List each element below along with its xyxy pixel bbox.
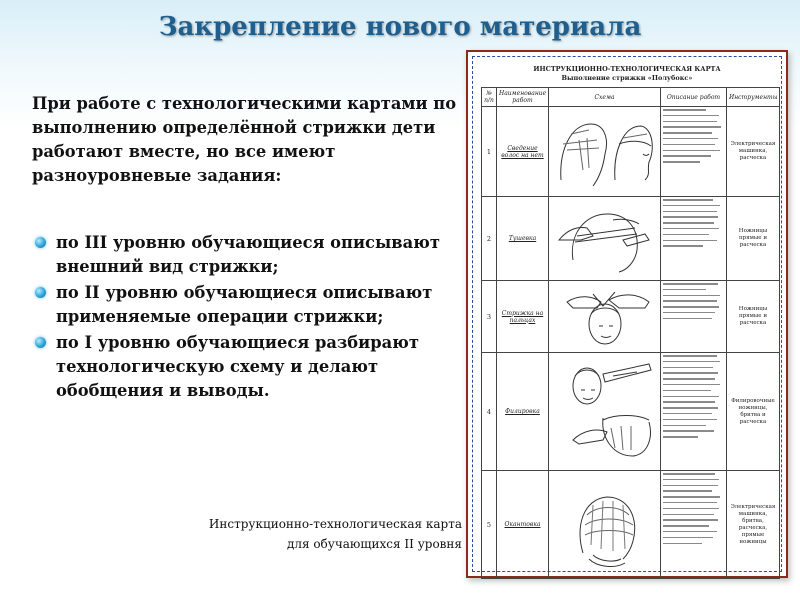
header-scheme: Схема [549, 88, 661, 107]
caption-line-1: Инструкционно-технологическая карта [208, 517, 462, 531]
row-operation: Окантовка [497, 471, 549, 579]
table-row [482, 471, 780, 579]
row-description [661, 353, 727, 471]
row-description [661, 281, 727, 353]
head-profile-sketch-icon [553, 110, 657, 194]
table-row [482, 107, 780, 197]
row-tools: Филировочные ножницы, бритва и расческа [727, 353, 780, 471]
row-operation: Тушевка [497, 197, 549, 281]
description-text-lines [663, 473, 724, 544]
row-description [661, 107, 727, 197]
row-number: 4 [482, 353, 497, 471]
table-header-row [482, 88, 780, 107]
bullet-dot-icon [35, 337, 46, 348]
description-text-lines [663, 109, 724, 163]
bullet-level-3-text: по III уровню обучающиеся описывают внешний вид стрижки; [56, 233, 440, 276]
table-row [482, 353, 780, 471]
tech-card-subtitle: Выполнение стрижки «Полубокс» [561, 74, 693, 82]
row-number: 1 [482, 107, 497, 197]
tushevka-sketch-icon [553, 200, 657, 278]
image-caption [140, 514, 462, 554]
bullet-level-2-text: по II уровню обучающиеся описывают применяемые операции стрижки; [56, 283, 433, 326]
tech-card-heading [473, 65, 781, 83]
header-operation: Наименование работ [497, 88, 549, 107]
bullet-level-1-text: по I уровню обучающиеся разбирают технологическую схему и делают обобщения и выводы. [56, 333, 419, 400]
description-text-lines [663, 355, 724, 438]
bullet-level-3 [32, 231, 472, 279]
row-tools: Электрическая машинка, расческа [727, 107, 780, 197]
header-num: № п/п [482, 88, 497, 107]
tech-card-image [466, 50, 788, 578]
bullet-dot-icon [35, 287, 46, 298]
row-scheme [549, 471, 661, 579]
row-operation: Стрижка на пальцах [497, 281, 549, 353]
bullet-level-1 [32, 331, 472, 403]
row-scheme [549, 107, 661, 197]
tech-card-frame [472, 56, 782, 572]
caption-line-2: для обучающихся II уровня [286, 537, 462, 551]
description-text-lines [663, 199, 724, 247]
row-scheme [549, 281, 661, 353]
table-row [482, 281, 780, 353]
header-description: Описание работ [661, 88, 727, 107]
row-tools: Ножницы прямые и расческа [727, 197, 780, 281]
row-number: 2 [482, 197, 497, 281]
tech-card-title: ИНСТРУКЦИОННО-ТЕХНОЛОГИЧЕСКАЯ КАРТА [533, 65, 721, 73]
row-scheme [549, 353, 661, 471]
task-level-list [32, 231, 472, 405]
finger-cut-sketch-icon [553, 284, 657, 350]
bullet-level-2 [32, 281, 472, 329]
row-operation: Сведение волос на нет [497, 107, 549, 197]
thinning-sketch-icon [553, 356, 657, 468]
row-description [661, 471, 727, 579]
row-number: 5 [482, 471, 497, 579]
table-row [482, 197, 780, 281]
tech-card-table [481, 87, 780, 579]
row-operation: Филировка [497, 353, 549, 471]
row-number: 3 [482, 281, 497, 353]
intro-paragraph: При работе с технологическими картами по выполнению определённой стрижки дети работают вместе, но все имеют разноуровневые задания: [32, 94, 457, 185]
bullet-dot-icon [35, 237, 46, 248]
description-text-lines [663, 283, 724, 319]
row-description [661, 197, 727, 281]
edging-sketch-icon [553, 475, 657, 575]
row-tools: Ножницы прямые и расческа [727, 281, 780, 353]
slide-title: Закрепление нового материала [158, 12, 642, 42]
row-scheme [549, 197, 661, 281]
header-tools: Инструменты [727, 88, 780, 107]
row-tools: Электрическая машинка, бритва, расческа, прямые ножницы [727, 471, 780, 579]
